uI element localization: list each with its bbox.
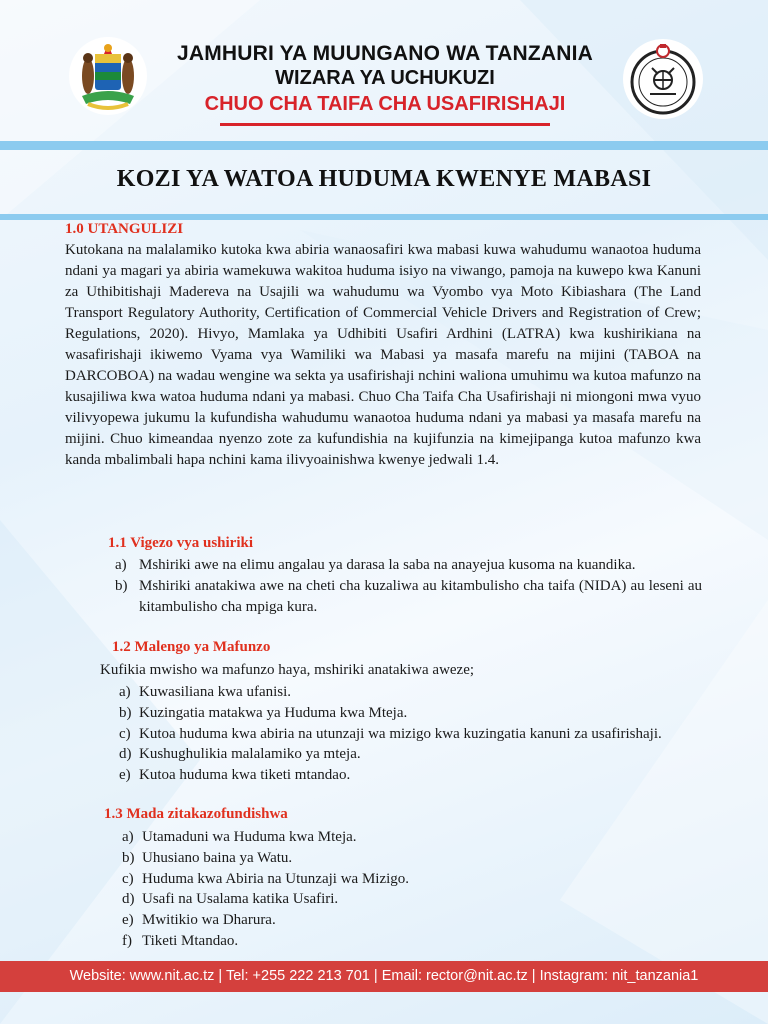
institute-name: CHUO CHA TAIFA CHA USAFIRISHAJI	[204, 93, 566, 115]
list-item-text: Tiketi Mtandao.	[142, 932, 239, 949]
list-marker: b)	[119, 704, 132, 721]
topics-list	[122, 827, 702, 952]
list-item-text: Kuzingatia matakwa ya Huduma kwa Mteja.	[139, 704, 408, 721]
list-item	[115, 576, 702, 618]
objectives-list	[119, 682, 702, 786]
list-item	[119, 765, 702, 786]
objectives-heading: 1.2 Malengo ya Mafunzo	[112, 639, 271, 655]
list-item-text: Mshiriki awe na elimu angalau ya darasa la saba na anayejua kusoma na kuandika.	[139, 557, 636, 573]
objectives-lead: Kufikia mwisho wa mafunzo haya, mshiriki anatakiwa aweze;	[100, 662, 475, 678]
criteria-list	[115, 555, 702, 617]
title-band	[0, 214, 768, 220]
list-item	[119, 744, 702, 765]
list-item-text: Huduma kwa Abiria na Utunzaji wa Mizigo.	[142, 870, 410, 887]
list-item	[122, 931, 702, 952]
list-marker: e)	[122, 912, 134, 929]
list-item	[122, 848, 702, 869]
letterhead	[0, 0, 768, 140]
institute-underline	[220, 123, 550, 126]
list-marker: f)	[122, 932, 132, 949]
list-item	[119, 724, 702, 745]
list-marker: c)	[119, 725, 131, 742]
list-item-text: Utamaduni wa Huduma kwa Mteja.	[142, 829, 357, 845]
ministry-name: WIZARA YA UCHUKUZI	[275, 67, 495, 89]
list-marker: a)	[122, 829, 134, 845]
criteria-heading: 1.1 Vigezo vya ushiriki	[108, 535, 254, 551]
list-marker: d)	[119, 746, 132, 763]
list-marker: c)	[122, 870, 134, 887]
list-item-text: Mshiriki anatakiwa awe na cheti cha kuzaliwa au kitambulisho cha taifa (NIDA) au leseni au kitambulisho cha mpiga kura.	[139, 577, 702, 615]
intro-paragraph: Kutokana na malalamiko kutoka kwa abiria wanaosafiri kwa mabasi kuwa wahudumu wanaotoa huduma ndani ya magari ya abiria wamekuwa wakitoa huduma isiyo na viwango, pamoja na kuwepo kwa Kanuni za Uthibitishaji Madereva na Usajili wa wahudumu wa Vyombo vya Moto Kibiashara (The Land Transport Regulatory Authority, Certification of Commercial Vehicle Drivers and Registration of Crew; Regulations, 2020). Hivyo, Mamlaka ya Udhibiti Usafiri Ardhini (LATRA) kwa kushirikiana na wasafirishaji ikiwemo Vyama vya Wamiliki wa Mabasi ya masafa marefu na mijini (TABOA na DARCOBOA) na wadau wengine wa sekta ya usafirishaji nchini waliona umuhimu wa kutoa mafunzo na kusajiliwa kwa watoa huduma ndani ya mabasi. Chuo Cha Taifa Cha Usafirishaji ni miongoni mwa vyuo vilivyopewa jukumu la kufundisha wahudumu wanaotoa huduma ndani ya mabasi ya masafa marefu na mijini. Chuo kimeandaa nyenzo zote za kufundishia na kujifunzia na kimejipanga kutoa mafunzo kwa kanda mbalimbali hapa nchini kama ilivyoainishwa kwenye jedwali 1.4.	[65, 242, 701, 468]
list-marker: b)	[115, 577, 128, 594]
list-marker: a)	[119, 684, 131, 700]
list-marker: d)	[122, 891, 135, 908]
list-item-text: Kushughulikia malalamiko ya mteja.	[139, 746, 361, 763]
list-item	[122, 827, 702, 848]
letterhead-text	[150, 42, 620, 118]
list-item-text: Usafi na Usalama katika Usafiri.	[142, 891, 339, 908]
list-item-text: Uhusiano baina ya Watu.	[142, 849, 293, 866]
top-band	[0, 141, 768, 150]
list-item	[122, 910, 702, 931]
list-marker: a)	[115, 557, 127, 573]
page-title: KOZI YA WATOA HUDUMA KWENYE MABASI	[116, 166, 652, 192]
list-item	[122, 869, 702, 890]
list-item	[115, 555, 702, 576]
list-item	[122, 889, 702, 910]
list-item-text: Mwitikio wa Dharura.	[142, 912, 276, 929]
list-item	[119, 682, 702, 703]
intro-heading: 1.0 UTANGULIZI	[65, 221, 184, 237]
list-item	[119, 703, 702, 724]
list-item-text: Kuwasiliana kwa ufanisi.	[139, 684, 292, 700]
nit-seal-icon	[622, 38, 704, 120]
list-marker: b)	[122, 849, 135, 866]
country-name: JAMHURI YA MUUNGANO WA TANZANIA	[176, 42, 594, 65]
list-item-text: Kutoa huduma kwa abiria na utunzaji wa mizigo kwa kuzingatia kanuni za usafirishaji.	[139, 725, 662, 742]
list-item-text: Kutoa huduma kwa tiketi mtandao.	[139, 767, 351, 784]
tanzania-coat-of-arms-icon	[68, 36, 148, 116]
contact-footer: Website: www.nit.ac.tz | Tel: +255 222 213 701 | Email: rector@nit.ac.tz | Instagram: nit_tanzania1	[0, 961, 768, 992]
list-marker: e)	[119, 767, 131, 784]
topics-heading: 1.3 Mada zitakazofundishwa	[104, 806, 288, 822]
